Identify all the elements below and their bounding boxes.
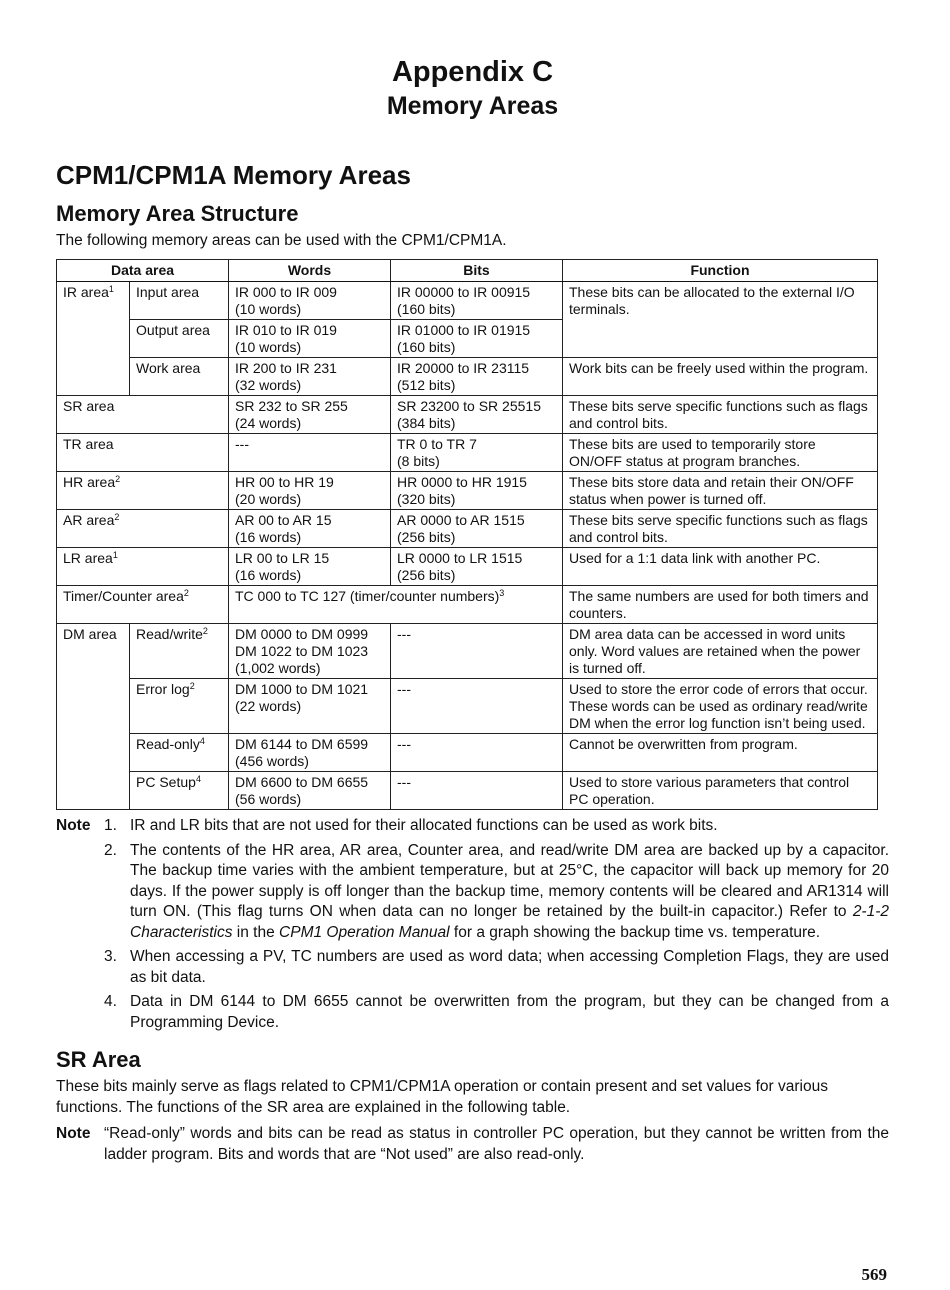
note-item: 2. The contents of the HR area, AR area, Counter area, and read/write DM area are backed up by a capacitor. The backup time varies with the ambient temperature, but at 25°C, the capacitor will back up memory for 20 days. If the power supply is off longer than the backup time, memory contents will be cleared and AR1314 will turn ON. (This flag turns ON when data can no longer be retained by the built-in capacitor.) Refer to 2-1-2 Characteristics in the CPM1 Operation Manual for a graph showing the backup time vs. temperature. (56, 841, 889, 944)
intro-text: The following memory areas can be used with the CPM1/CPM1A. (56, 232, 507, 249)
table-row (57, 772, 878, 810)
ir-input-bits: IR 00000 to IR 00915 (160 bits) (391, 282, 563, 320)
ir-area-cell: IR area$^1$ (57, 282, 130, 396)
note-item: 3. When accessing a PV, TC numbers are used as word data; when accessing Completion Flags, they are used as bit data. (56, 947, 889, 988)
table-row (57, 358, 878, 396)
sr-area-cell: SR area (57, 396, 229, 434)
hr-words: HR 00 to HR 19 (20 words) (229, 472, 391, 510)
table-row (57, 734, 878, 772)
note-label: Note (56, 817, 91, 834)
dm-errlog-words: DM 1000 to DM 1021 (22 words) (229, 679, 391, 734)
dm-pcsetup-name: PC Setup$^4$ (130, 772, 229, 810)
lr-bits: LR 0000 to LR 1515 (256 bits) (391, 548, 563, 586)
tr-function: These bits are used to temporarily store ON/OFF status at program branches. (563, 434, 878, 472)
dm-pcsetup-function: Used to store various parameters that control PC operation. (563, 772, 878, 810)
dm-rw-name: Read/write$^2$ (130, 624, 229, 679)
ir-output-name: Output area (130, 320, 229, 358)
ir-output-words: IR 010 to IR 019 (10 words) (229, 320, 391, 358)
ir-io-function: These bits can be allocated to the external I/O terminals. (563, 282, 878, 358)
table-row (57, 472, 878, 510)
sr-bits: SR 23200 to SR 25515 (384 bits) (391, 396, 563, 434)
dm-pcsetup-words: DM 6600 to DM 6655 (56 words) (229, 772, 391, 810)
dm-rw-function: DM area data can be accessed in word units only. Word values are retained when the power is turned off. (563, 624, 878, 679)
dm-rw-bits: --- (391, 624, 563, 679)
table-row (57, 679, 878, 734)
header-data-area: Data area (57, 260, 229, 282)
header-function: Function (563, 260, 878, 282)
ir-input-words: IR 000 to IR 009 (10 words) (229, 282, 391, 320)
table-row (57, 434, 878, 472)
dm-pcsetup-bits: --- (391, 772, 563, 810)
section-title: CPM1/CPM1A Memory Areas (56, 160, 411, 190)
tc-area-cell: Timer/Counter area$^2$ (57, 586, 229, 624)
notes-block (56, 816, 889, 1033)
page-number: 569 (861, 1265, 887, 1284)
sr-words: SR 232 to SR 255 (24 words) (229, 396, 391, 434)
ar-area-cell: AR area$^2$ (57, 510, 229, 548)
sr-area-note: Note “Read-only” words and bits can be read as status in controller PC operation, but they cannot be written from the ladder program. Bits and words that are “Not used” are also read-only. (56, 1125, 889, 1163)
manual-reference: CPM1 Operation Manual (279, 923, 450, 941)
tc-function: The same numbers are used for both timers and counters. (563, 586, 878, 624)
tc-words: TC 000 to TC 127 (timer/counter numbers)$^3$ (229, 586, 563, 624)
ir-work-words: IR 200 to IR 231 (32 words) (229, 358, 391, 396)
dm-rw-words: DM 0000 to DM 0999 DM 1022 to DM 1023 (1,002 words) (229, 624, 391, 679)
table-header-row (57, 260, 878, 282)
dm-ro-function: Cannot be overwritten from program. (563, 734, 878, 772)
tr-words: --- (229, 434, 391, 472)
sr-area-body: These bits mainly serve as flags related to CPM1/CPM1A operation or contain present and set values for various functions. The functions of the SR area are explained in the following table. (56, 1078, 828, 1116)
lr-function: Used for a 1:1 data link with another PC. (563, 548, 878, 586)
tr-bits: TR 0 to TR 7 (8 bits) (391, 434, 563, 472)
table-row (57, 282, 878, 320)
appendix-subtitle: Memory Areas (386, 92, 559, 120)
lr-words: LR 00 to LR 15 (16 words) (229, 548, 391, 586)
document-page (56, 0, 889, 1165)
ir-work-name: Work area (130, 358, 229, 396)
hr-bits: HR 0000 to HR 1915 (320 bits) (391, 472, 563, 510)
ar-bits: AR 0000 to AR 1515 (256 bits) (391, 510, 563, 548)
ar-function: These bits serve specific functions such as flags and control bits. (563, 510, 878, 548)
ir-output-bits: IR 01000 to IR 01915 (160 bits) (391, 320, 563, 358)
hr-function: These bits store data and retain their ON/OFF status when power is turned off. (563, 472, 878, 510)
table-row (57, 586, 878, 624)
dm-ro-bits: --- (391, 734, 563, 772)
note-item: Note 1. IR and LR bits that are not used for their allocated functions can be used as work bits. (56, 816, 889, 837)
note-item: 4. Data in DM 6144 to DM 6655 cannot be overwritten from the program, but they can be changed from a Programming Device. (56, 992, 889, 1033)
sr-area-title: SR Area (56, 1047, 141, 1072)
ir-work-bits: IR 20000 to IR 23115 (512 bits) (391, 358, 563, 396)
dm-errlog-bits: --- (391, 679, 563, 734)
header-bits: Bits (391, 260, 563, 282)
ar-words: AR 00 to AR 15 (16 words) (229, 510, 391, 548)
memory-area-table (56, 259, 878, 810)
tr-area-cell: TR area (57, 434, 229, 472)
table-row (57, 548, 878, 586)
note-2-text: The contents of the HR area, AR area, Counter area, and read/write DM area are backed up by a capacitor. The backup time varies with the ambient temperature, but at 25°C, the capacitor will back up memory for 20 days. If the power supply is off longer than the backup time, memory contents will be cleared and AR1314 will turn ON. (This flag turns ON when data can no longer be retained by the built-in capacitor.) Refer to 2-1-2 Characteristics in the CPM1 Operation Manual for a graph showing the backup time vs. temperature. (130, 841, 889, 941)
dm-ro-words: DM 6144 to DM 6599 (456 words) (229, 734, 391, 772)
table-row (57, 396, 878, 434)
ir-input-name: Input area (130, 282, 229, 320)
sr-function: These bits serve specific functions such as flags and control bits. (563, 396, 878, 434)
appendix-title: Appendix C (391, 56, 554, 88)
section-subtitle: Memory Area Structure (56, 201, 299, 226)
note-4-text: Data in DM 6144 to DM 6655 cannot be overwritten from the program, but they can be changed from a Programming Device. (130, 993, 889, 1031)
header-words: Words (229, 260, 391, 282)
dm-area-cell: DM area (57, 624, 130, 810)
dm-errlog-function: Used to store the error code of errors that occur. These words can be used as ordinary read/write DM when the error log function isn’t being used. (563, 679, 878, 734)
table-row (57, 510, 878, 548)
note-1-text: IR and LR bits that are not used for their allocated functions can be used as work bits. (130, 817, 718, 834)
ir-work-function: Work bits can be freely used within the program. (563, 358, 878, 396)
dm-ro-name: Read-only$^4$ (130, 734, 229, 772)
lr-area-cell: LR area$^1$ (57, 548, 229, 586)
section-reference: 2-1-2 Characteristics (130, 903, 889, 941)
table-row (57, 624, 878, 679)
note-3-text: When accessing a PV, TC numbers are used as word data; when accessing Completion Flags, they are used as bit data. (130, 948, 889, 986)
dm-errlog-name: Error $\log^2$ (130, 679, 229, 734)
hr-area-cell: HR area$^2$ (57, 472, 229, 510)
